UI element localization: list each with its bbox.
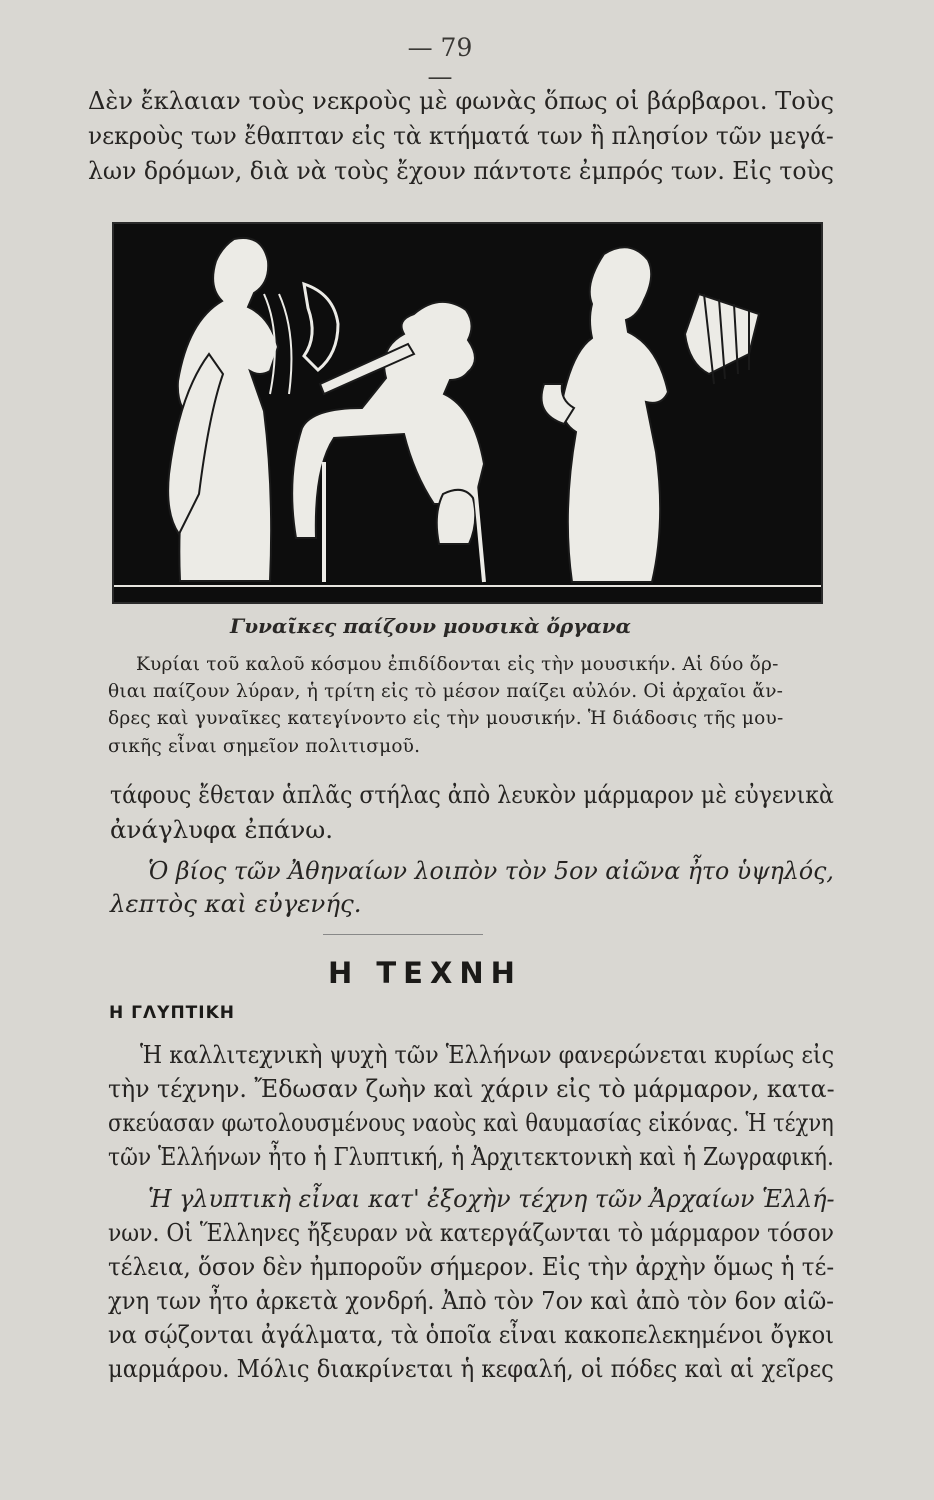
figure-caption: Γυναῖκες παίζουν μουσικὰ ὄργανα: [230, 614, 632, 638]
text-line: χνη των ἦτο ἀρκετὰ χονδρή. Ἀπὸ τὸν 7ον καὶ ἀπὸ τὸν 6ον αἰῶ-: [108, 1286, 834, 1315]
subsection-title: Η ΓΛΥΠΤΙΚΗ: [109, 1003, 235, 1023]
text-line: τέλεια, ὅσον δὲν ἠμποροῦν σήμερον. Εἰς τὴν ἀρχὴν ὅμως ἡ τέ-: [108, 1252, 835, 1281]
text-line: μαρμάρου. Μόλις διακρίνεται ἡ κεφαλή, οἱ πόδες καὶ αἱ χεῖρες: [108, 1354, 834, 1383]
text-line: τῶν Ἑλλήνων ἦτο ἡ Γλυπτική, ἡ Ἀρχιτεκτονικὴ καὶ ἡ Ζωγραφική.: [108, 1142, 834, 1171]
text-line: Δὲν ἔκλαιαν τοὺς νεκροὺς μὲ φωνὰς ὅπως οἱ βάρβαροι. Τοὺς: [88, 86, 834, 115]
caption-text-line: σικῆς εἶναι σημεῖον πολιτισμοῦ.: [108, 736, 421, 757]
text-line: ἀνάγλυφα ἐπάνω.: [110, 815, 333, 844]
section-divider: [323, 934, 483, 935]
page-number: — 79 —: [407, 33, 473, 91]
italic-text-line: Ἡ γλυπτικὴ εἶναι κατ' ἐξοχὴν τέχνη τῶν Ἀρχαίων Ἑλλή-: [148, 1184, 835, 1213]
text-line: Ἡ καλλιτεχνικὴ ψυχὴ τῶν Ἑλλήνων φανερώνεται κυρίως εἰς: [140, 1040, 835, 1069]
caption-text-line: Κυρίαι τοῦ καλοῦ κόσμου ἐπιδίδονται εἰς τὴν μουσικήν. Αἱ δύο ὄρ-: [136, 654, 779, 675]
caption-text-line: θιαι παίζουν λύραν, ἡ τρίτη εἰς τὸ μέσον παίζει αὐλόν. Οἱ ἀρχαῖοι ἄν-: [108, 681, 784, 702]
section-title: Η ΤΕΧΝΗ: [328, 956, 522, 990]
text-line: σκεύασαν φωτολουσμένους ναοὺς καὶ θαυμασίας εἰκόνας. Ἡ τέχνη: [108, 1108, 834, 1137]
text-line: τὴν τέχνην. Ἔδωσαν ζωὴν καὶ χάριν εἰς τὸ μάρμαρον, κατα-: [108, 1074, 835, 1103]
italic-text-line: Ὁ βίος τῶν Ἀθηναίων λοιπὸν τὸν 5ον αἰῶνα ἦτο ὑψηλός,: [148, 856, 834, 885]
caption-text-line: δρες καὶ γυναῖκες κατεγίνοντο εἰς τὴν μουσικήν. Ἡ διάδοσις τῆς μου-: [108, 708, 784, 729]
musicians-figure-drawing: [114, 224, 821, 602]
vase-painting-illustration: [112, 222, 823, 604]
italic-text-line: λεπτὸς καὶ εὐγενής.: [110, 889, 362, 918]
text-line: νων. Οἱ Ἕλληνες ἤξευραν νὰ κατεργάζωνται τὸ μάρμαρον τόσον: [108, 1218, 834, 1247]
text-line: λων δρόμων, διὰ νὰ τοὺς ἔχουν πάντοτε ἐμπρός των. Εἰς τοὺς: [88, 156, 834, 185]
text-line: νεκροὺς των ἔθαπταν εἰς τὰ κτήματά των ἢ πλησίον τῶν μεγά-: [88, 121, 834, 150]
text-line: να σῴζονται ἀγάλματα, τὰ ὁποῖα εἶναι κακοπελεκημένοι ὄγκοι: [108, 1320, 834, 1349]
text-line: τάφους ἔθεταν ἁπλᾶς στήλας ἀπὸ λευκὸν μάρμαρον μὲ εὐγενικὰ: [110, 780, 834, 809]
